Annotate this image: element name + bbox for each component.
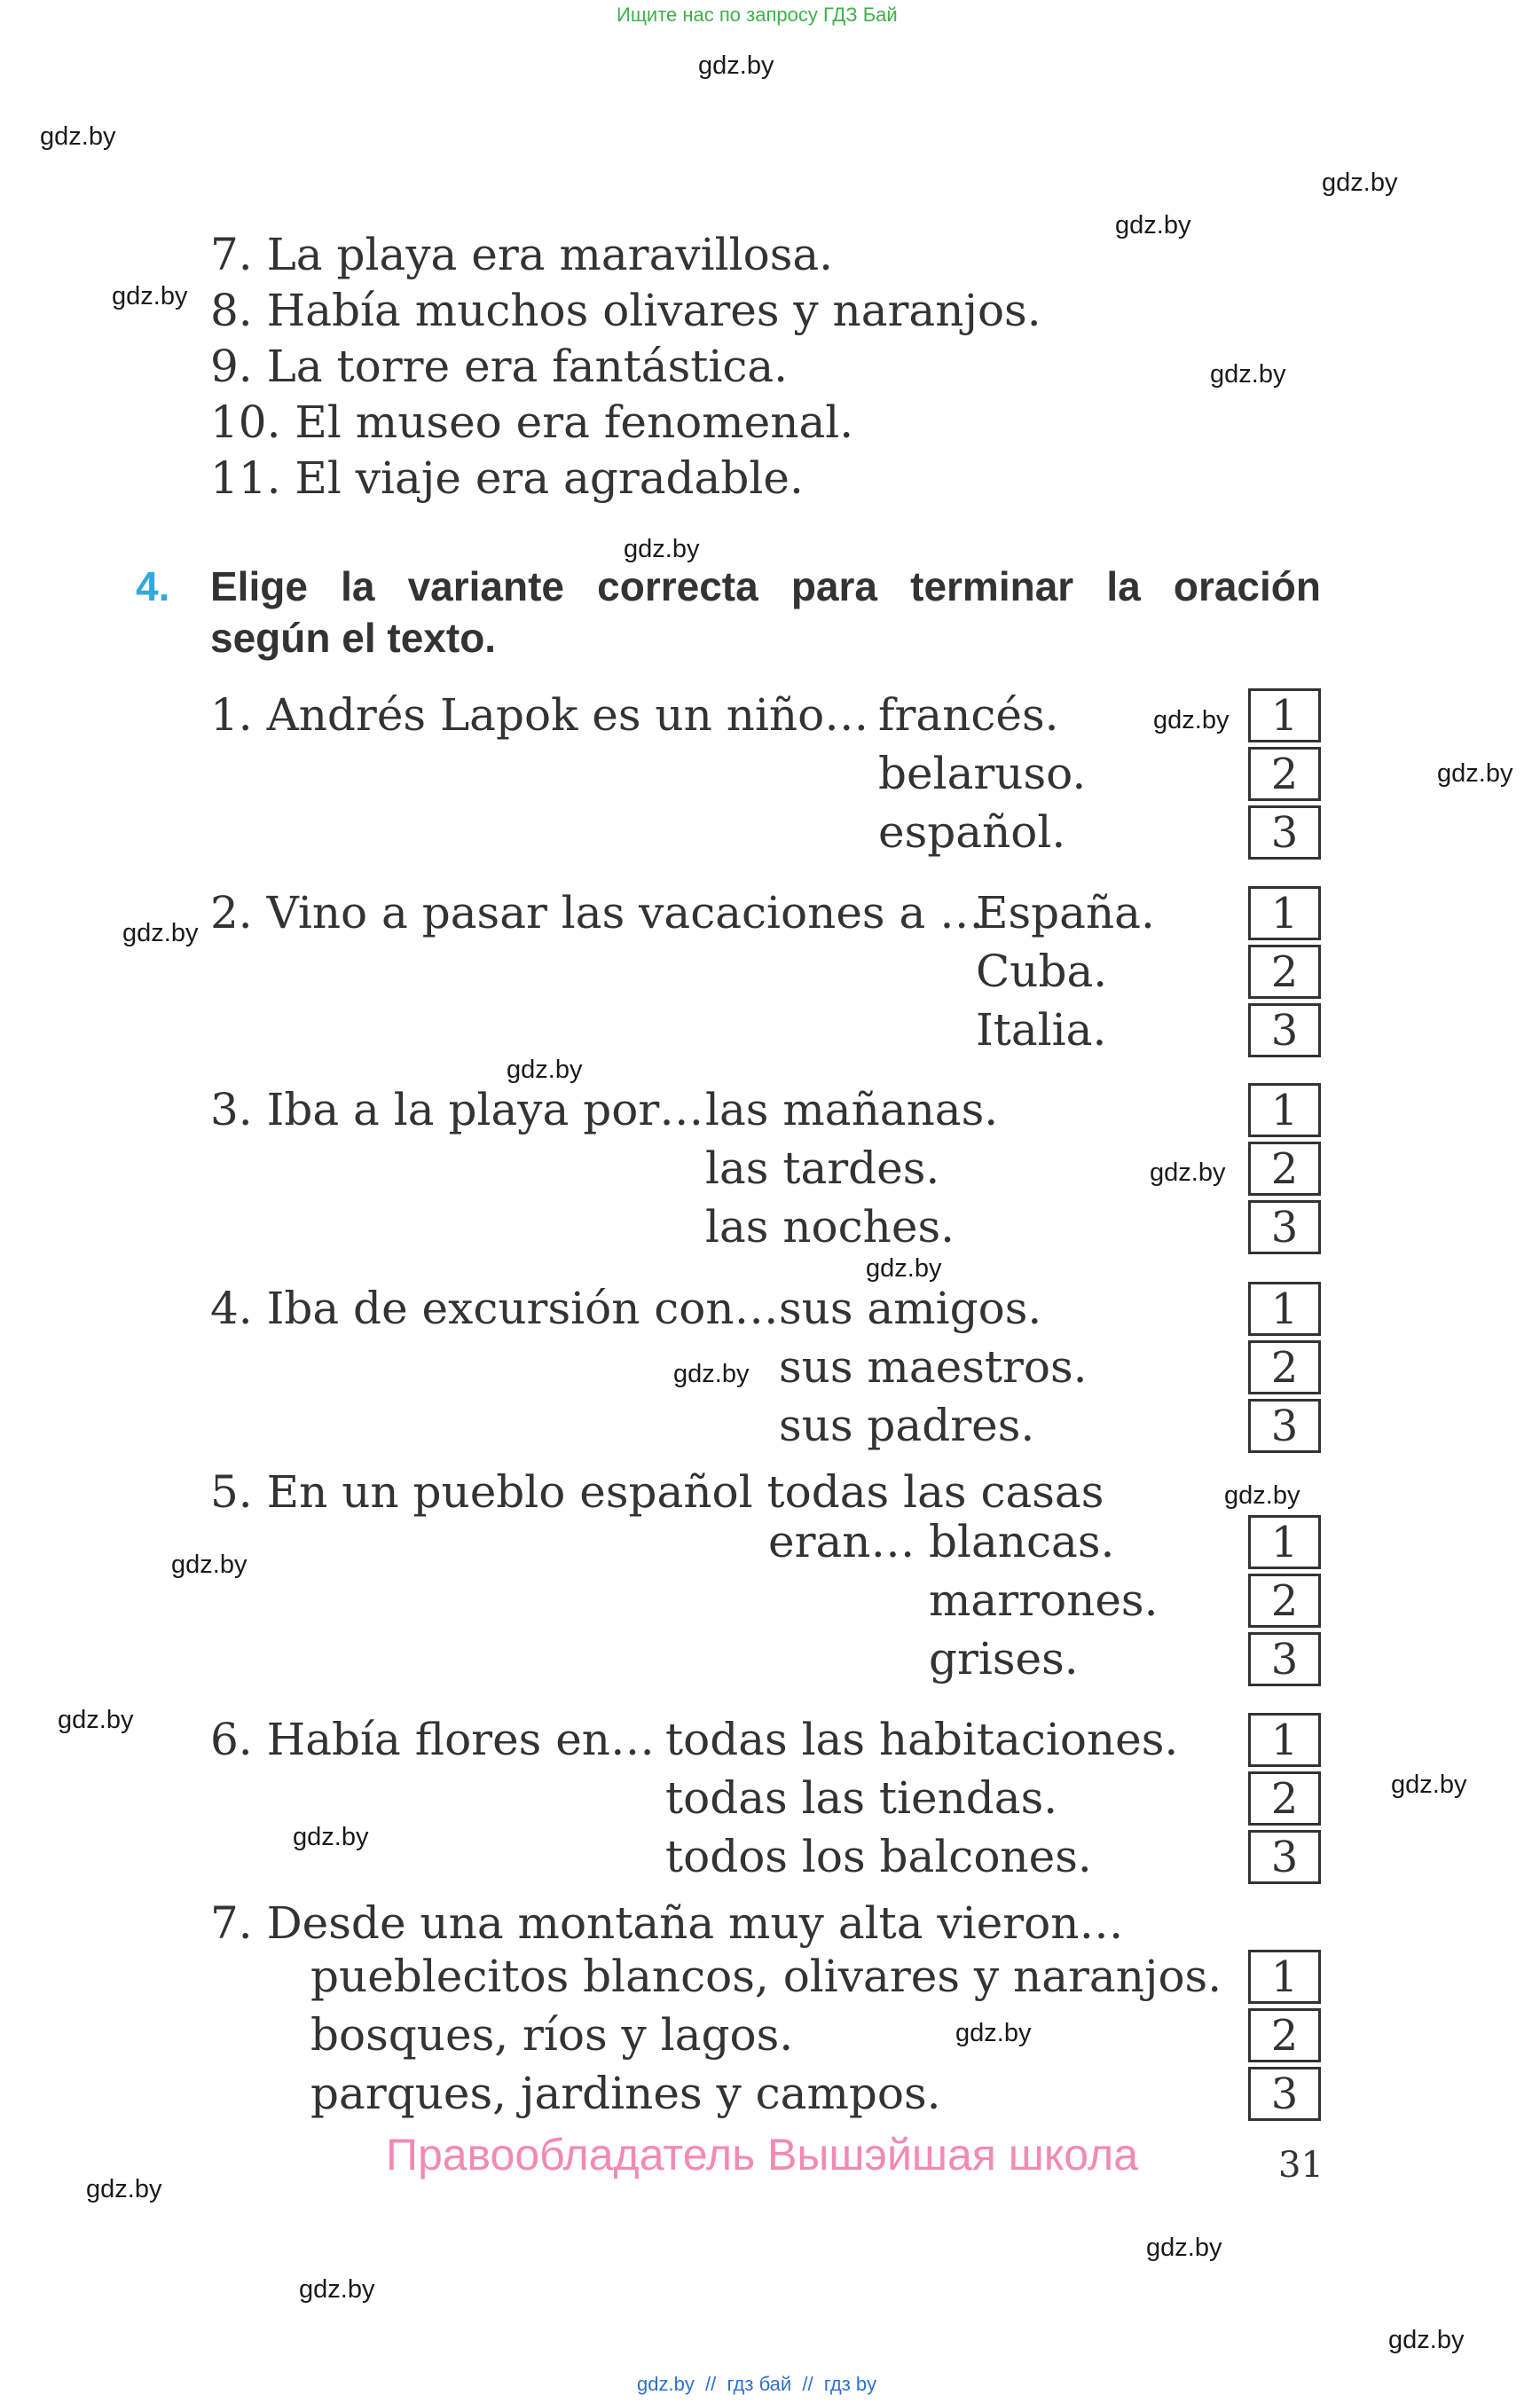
list-item: 11. El viaje era agradable. <box>210 452 804 504</box>
watermark: gdz.by <box>171 1551 248 1579</box>
answer-box-2[interactable]: 2 <box>1248 945 1321 999</box>
answer-option: español. <box>878 806 1066 858</box>
watermark: gdz.by <box>1322 169 1398 197</box>
answer-option: las noches. <box>705 1201 955 1253</box>
answer-box-1[interactable]: 1 <box>1248 1282 1321 1336</box>
question-stem: 7. Desde una montaña muy alta vieron… <box>210 1897 1124 1949</box>
answer-box-3[interactable]: 3 <box>1248 1003 1321 1057</box>
watermark: gdz.by <box>1388 2326 1465 2354</box>
watermark: gdz.by <box>1150 1158 1226 1187</box>
watermark: gdz.by <box>299 2275 375 2304</box>
question-stem: 3. Iba a la playa por… <box>210 1084 704 1135</box>
exercise-number: 4. <box>136 563 170 609</box>
question-stem: 5. En un pueblo español todas las casas <box>210 1466 1104 1518</box>
answer-option: todos los balcones. <box>665 1831 1092 1882</box>
question-stem-cont: eran… <box>768 1516 915 1567</box>
question-stem: 4. Iba de excursión con… <box>210 1283 779 1334</box>
watermark: gdz.by <box>86 2175 162 2203</box>
answer-option: todas las habitaciones. <box>665 1714 1179 1765</box>
watermark: gdz.by <box>1115 211 1191 240</box>
watermark: gdz.by <box>624 535 700 563</box>
answer-option: parques, jardines y campos. <box>310 2068 941 2119</box>
answer-box-3[interactable]: 3 <box>1248 1399 1321 1453</box>
answer-box-2[interactable]: 2 <box>1248 1574 1321 1628</box>
watermark: gdz.by <box>955 2019 1032 2047</box>
answer-box-2[interactable]: 2 <box>1248 1142 1321 1196</box>
answer-box-3[interactable]: 3 <box>1248 1830 1321 1884</box>
watermark: gdz.by <box>866 1254 942 1283</box>
watermark: gdz.by <box>122 919 199 947</box>
watermark: gdz.by <box>40 122 116 151</box>
answer-box-1[interactable]: 1 <box>1248 1083 1321 1137</box>
top-banner[interactable]: Ищите нас по запросу ГДЗ Бай <box>617 4 898 26</box>
watermark: gdz.by <box>1224 1481 1300 1510</box>
question-stem: 6. Había flores en… <box>210 1714 656 1765</box>
answer-box-2[interactable]: 2 <box>1248 2008 1321 2062</box>
answer-option: España. <box>976 887 1155 938</box>
answer-option: Cuba. <box>976 946 1108 997</box>
answer-box-1[interactable]: 1 <box>1248 1515 1321 1569</box>
watermark: gdz.by <box>1437 759 1513 788</box>
answer-box-3[interactable]: 3 <box>1248 2067 1321 2121</box>
answer-option: Italia. <box>976 1004 1107 1056</box>
answer-box-3[interactable]: 3 <box>1248 805 1321 860</box>
answer-option: todas las tiendas. <box>665 1772 1058 1824</box>
watermark: gdz.by <box>1391 1771 1467 1799</box>
question-stem: 1. Andrés Lapok es un niño… <box>210 689 869 741</box>
watermark: gdz.by <box>507 1056 583 1084</box>
exercise-instruction: Elige la variante correcta para terminar la oración <box>210 563 1321 609</box>
answer-box-2[interactable]: 2 <box>1248 1340 1321 1394</box>
answer-box-1[interactable]: 1 <box>1248 1713 1321 1767</box>
answer-option: belaruso. <box>878 748 1087 799</box>
answer-option: pueblecitos blancos, olivares y naranjos. <box>310 1951 1222 2002</box>
answer-box-2[interactable]: 2 <box>1248 747 1321 801</box>
answer-box-1[interactable]: 1 <box>1248 688 1321 742</box>
copyright-notice: Правообладатель Вышэйшая школа <box>386 2130 1138 2179</box>
answer-box-3[interactable]: 3 <box>1248 1632 1321 1686</box>
list-item: 9. La torre era fantástica. <box>210 341 789 392</box>
list-item: 7. La playa era maravillosa. <box>210 229 834 280</box>
answer-option: sus padres. <box>779 1400 1035 1451</box>
answer-option: blancas. <box>929 1516 1115 1567</box>
answer-option: grises. <box>929 1633 1079 1684</box>
answer-option: las tardes. <box>705 1143 940 1194</box>
list-item: 10. El museo era fenomenal. <box>210 397 854 448</box>
answer-option: las mañanas. <box>705 1084 999 1135</box>
watermark: gdz.by <box>1210 360 1286 389</box>
answer-box-1[interactable]: 1 <box>1248 886 1321 940</box>
watermark: gdz.by <box>293 1823 369 1851</box>
answer-option: sus amigos. <box>779 1283 1042 1334</box>
page-number: 31 <box>1278 2145 1324 2186</box>
watermark: gdz.by <box>1146 2234 1222 2262</box>
footer-links[interactable]: gdz.by // гдз бай // гдз by <box>637 2373 877 2395</box>
exercise-instruction-cont: según el texto. <box>210 615 497 661</box>
list-item: 8. Había muchos olivares y naranjos. <box>210 285 1041 336</box>
watermark: gdz.by <box>112 282 188 310</box>
answer-box-3[interactable]: 3 <box>1248 1200 1321 1254</box>
question-stem: 2. Vino a pasar las vacaciones a … <box>210 887 985 938</box>
watermark: gdz.by <box>1153 706 1230 734</box>
watermark: gdz.by <box>673 1360 750 1388</box>
answer-option: francés. <box>878 689 1059 741</box>
answer-box-1[interactable]: 1 <box>1248 1950 1321 2004</box>
watermark: gdz.by <box>58 1706 134 1734</box>
answer-option: sus maestros. <box>779 1341 1088 1393</box>
answer-box-2[interactable]: 2 <box>1248 1771 1321 1826</box>
watermark: gdz.by <box>698 51 774 80</box>
answer-option: marrones. <box>929 1575 1159 1626</box>
answer-option: bosques, ríos y lagos. <box>310 2009 794 2061</box>
